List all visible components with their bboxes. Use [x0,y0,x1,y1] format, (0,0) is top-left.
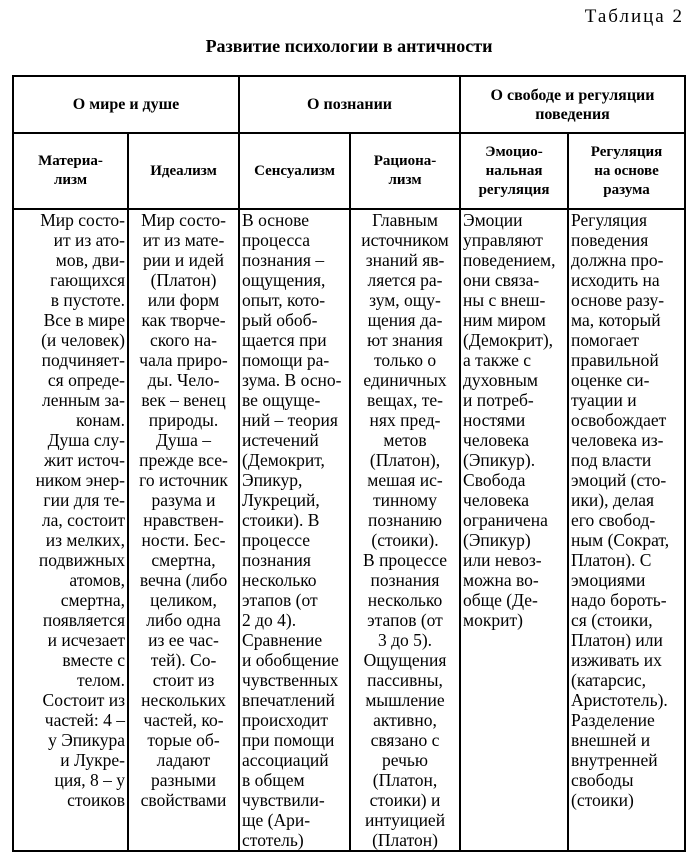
cell-sensualism: В основе процесса познания – ощущения, опыт, кото- рый обоб- щается при помощи ра- зума. В осно- ве ощуще- ний – теория истечений (Демокрит, Эпикур, Лукреций, стоики). В процессе познания несколько этапов (от 2 до 4). Сравнение и обобщение чувственных впечатлений происходит при помощи ассоциаций в общем чувствили- ще (Ари- стотель) [239,209,350,851]
group-header-row [13,76,685,133]
table-title: Развитие психологии в античности [205,36,493,56]
column-header-materialism: Материа- лизм [13,133,128,209]
cell-rationalism: Главным источником знаний яв- ляется ра- зум, ощу- щения да- ют знания только о единичных вещах, те- нях пред- метов (Платон), мешая ис- тинному познанию (стоики). В процессе познания несколько этапов (от 3 до 5). Ощущения пассивны, мышление активно, связано с речью (Платон, стоики) и интуицией (Платон) [350,209,460,851]
cell-idealism: Мир состо- ит из мате- рии и идей (Платон) или форм как творче- ского на- чала приро- ды. Чело- век – венец природы. Душа – прежде все- го источник разума и нравствен- ности. Бес- смертна, вечна (либо целиком, либо одна из ее час- тей). Со- стоит из нескольких частей, ко- торые об- ладают разными свойствами [128,209,239,851]
psychology-table [12,75,686,852]
table-row [13,209,685,851]
column-header-reason-regulation: Регуляция на основе разума [568,133,685,209]
column-header-idealism: Идеализм [128,133,239,209]
group-header-cognition: О познании [239,76,460,133]
column-header-rationalism: Рациона- лизм [350,133,460,209]
column-header-sensualism: Сенсуализм [239,133,350,209]
group-header-freedom-regulation: О свободе и регуляции поведения [460,76,685,133]
column-header-row [13,133,685,209]
cell-reason-regulation: Регуляция поведения должна про- исходить на основе разу- ма, который помогает правильной оценке си- туации и освобождает человека из- под власти эмоций (сто- ики), делая его свобод- ным (Сократ, Платон). С эмоциями надо бороть- ся (стоики, Платон) или изживать их (катарсис, Аристотель). Разделение внешней и внутренней свободы (стоики) [568,209,685,851]
column-header-emotional-regulation: Эмоцио- нальная регуляция [460,133,568,209]
group-header-world-soul: О мире и душе [13,76,239,133]
cell-emotional-regulation: Эмоции управляют поведением, они связа- ны с внеш- ним миром (Демокрит), а также с духовным и потреб- ностями человека (Эпикур). Свобода человека ограничена (Эпикур) или невоз- можна во- обще (Де- мокрит) [460,209,568,851]
table-number-label: Таблица 2 [584,6,684,27]
cell-materialism: Мир состо- ит из ато- мов, дви- гающихся в пустоте. Все в мире (и человек) подчиняет- ся опреде- ленным за- конам. Душа слу- жит источ- ником энер- гии для те- ла, состоит из мелких, подвижных атомов, смертна, появляется и исчезает вместе с телом. Состоит из частей: 4 – у Эпикура и Лукре- ция, 8 – у стоиков [13,209,128,851]
